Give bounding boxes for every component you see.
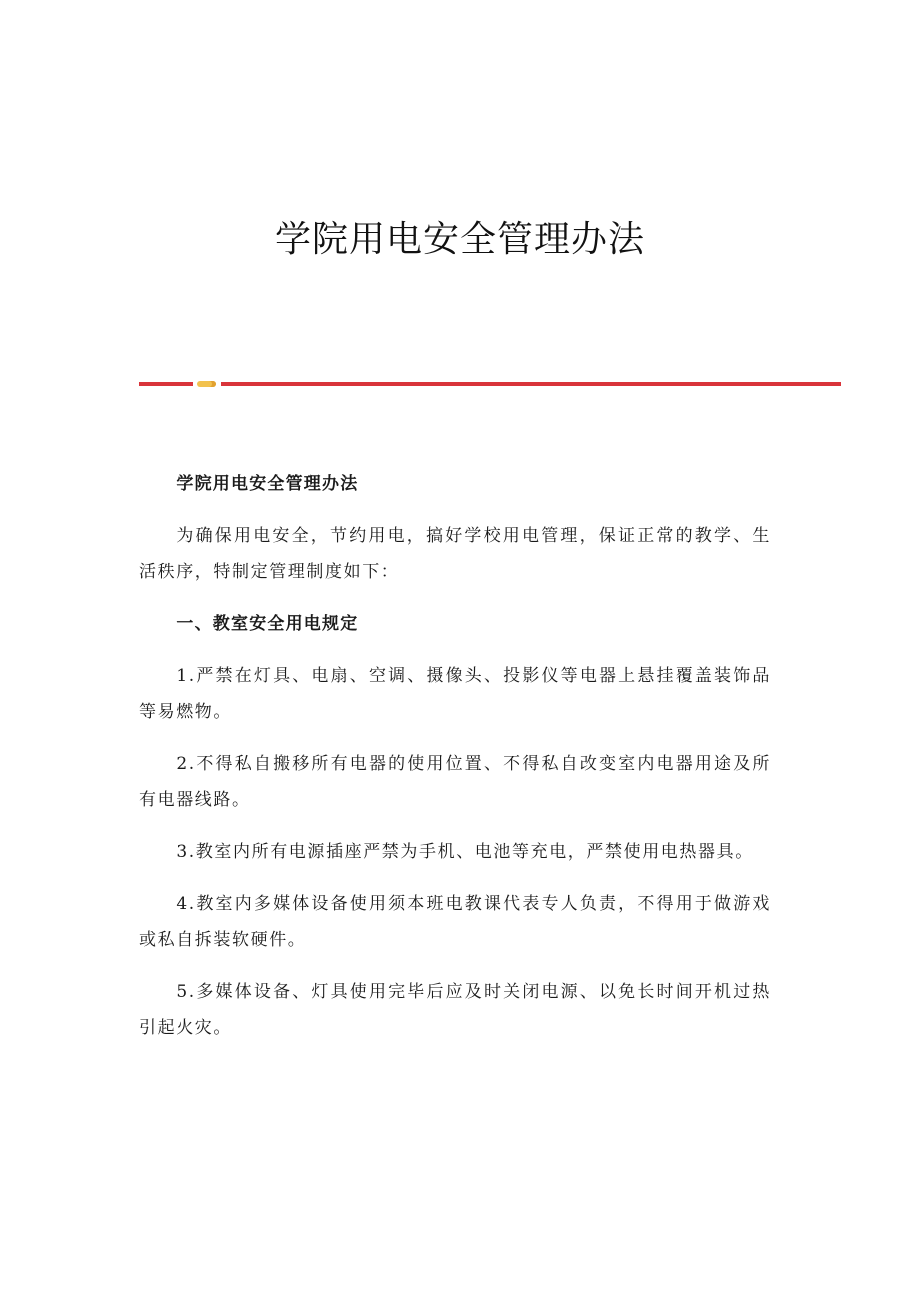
document-body [139,466,771,1062]
rule-item-1: 1.严禁在灯具、电扇、空调、摄像头、投影仪等电器上悬挂覆盖装饰品等易燃物。 [139,666,771,722]
rule-item-5: 5.多媒体设备、灯具使用完毕后应及时关闭电源、以免长时间开机过热引起火灾。 [139,982,771,1038]
document-title: 学院用电安全管理办法 [274,219,645,260]
divider-bar-left [139,382,193,386]
intro-paragraph: 为确保用电安全，节约用电，搞好学校用电管理，保证正常的教学、生活秩序，特制定管理制度如下： [139,526,771,582]
title-divider [139,380,841,388]
section-heading: 一、教室安全用电规定 [176,614,359,634]
rule-item-4: 4.教室内多媒体设备使用须本班电教课代表专人负责，不得用于做游戏或私自拆装软硬件。 [139,894,771,950]
rule-item-3: 3.教室内所有电源插座严禁为手机、电池等充电，严禁使用电热器具。 [176,842,754,862]
document-subtitle: 学院用电安全管理办法 [176,474,359,494]
divider-bar-right [221,382,841,386]
pencil-icon [197,381,216,387]
rule-item-2: 2.不得私自搬移所有电器的使用位置、不得私自改变室内电器用途及所有电器线路。 [139,754,771,810]
